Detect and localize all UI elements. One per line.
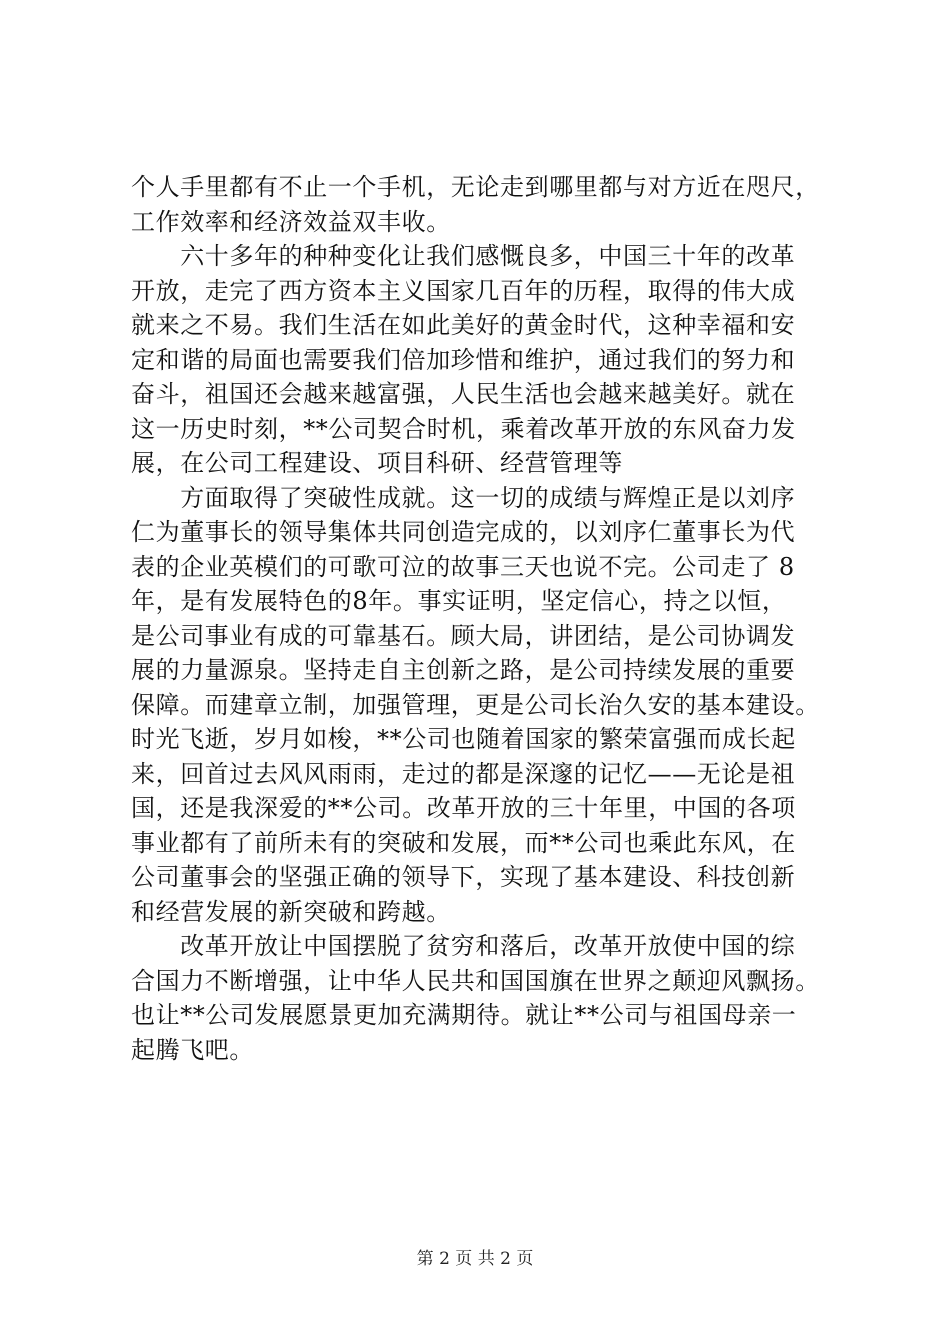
body-text-line: 公司董事会的坚强正确的领导下，实现了基本建设、科技创新 bbox=[131, 863, 796, 891]
body-text-line: 奋斗，祖国还会越来越富强，人民生活也会越来越美好。就在 bbox=[131, 380, 796, 408]
body-text-line: 年，是有发展特色的8年。事实证明，坚定信心，持之以恒， bbox=[131, 587, 787, 615]
body-text-line: 展，在公司工程建设、项目科研、经营管理等 bbox=[131, 449, 623, 477]
body-text-line: 表的企业英模们的可歌可泣的故事三天也说不完。公司走了 8 bbox=[131, 552, 795, 581]
body-text-line: 是公司事业有成的可靠基石。顾大局，讲团结，是公司协调发 bbox=[131, 621, 796, 650]
body-text-line: 方面取得了突破性成就。这一切的成绩与辉煌正是以刘序 bbox=[131, 483, 796, 512]
document-body bbox=[131, 170, 831, 1067]
body-text-line: 来，回首过去风风雨雨，走过的都是深邃的记忆——无论是祖 bbox=[131, 759, 796, 788]
body-text-line: 保障。而建章立制，加强管理，更是公司长治久安的基本建设。 bbox=[131, 690, 820, 719]
body-text-line: 开放，走完了西方资本主义国家几百年的历程，取得的伟大成 bbox=[131, 276, 796, 305]
page-footer bbox=[0, 1244, 950, 1269]
body-text-line: 也让**公司发展愿景更加充满期待。就让**公司与祖国母亲一 bbox=[131, 1001, 797, 1029]
body-text-line: 展的力量源泉。坚持走自主创新之路，是公司持续发展的重要 bbox=[131, 656, 796, 684]
body-text-line: 定和谐的局面也需要我们倍加珍惜和维护，通过我们的努力和 bbox=[131, 345, 796, 374]
body-text-line: 时光飞逝，岁月如梭，**公司也随着国家的繁荣富强而成长起 bbox=[131, 725, 796, 753]
body-text-line: 和经营发展的新突破和跨越。 bbox=[131, 897, 451, 926]
page-number-label: 第 2 页 共 2 页 bbox=[416, 1249, 534, 1269]
body-text-line: 事业都有了前所未有的突破和发展，而**公司也乘此东风，在 bbox=[131, 828, 796, 857]
body-text-line: 六十多年的种种变化让我们感慨良多，中国三十年的改革 bbox=[131, 242, 796, 270]
body-text-line: 工作效率和经济效益双丰收。 bbox=[131, 207, 451, 236]
body-text-line: 这一历史时刻，**公司契合时机，乘着改革开放的东风奋力发 bbox=[131, 414, 796, 443]
body-text-line: 改革开放让中国摆脱了贫穷和落后，改革开放使中国的综 bbox=[131, 932, 796, 960]
body-text-line: 个人手里都有不止一个手机，无论走到哪里都与对方近在咫尺， bbox=[131, 173, 820, 201]
body-text-line: 起腾飞吧。 bbox=[131, 1035, 254, 1064]
body-text-line: 国，还是我深爱的**公司。改革开放的三十年里，中国的各项 bbox=[131, 794, 796, 822]
body-text-line: 合国力不断增强，让中华人民共和国国旗在世界之颠迎风飘扬。 bbox=[131, 966, 820, 995]
body-text-line: 仁为董事长的领导集体共同创造完成的，以刘序仁董事长为代 bbox=[131, 518, 796, 546]
body-text-line: 就来之不易。我们生活在如此美好的黄金时代，这种幸福和安 bbox=[131, 311, 796, 339]
